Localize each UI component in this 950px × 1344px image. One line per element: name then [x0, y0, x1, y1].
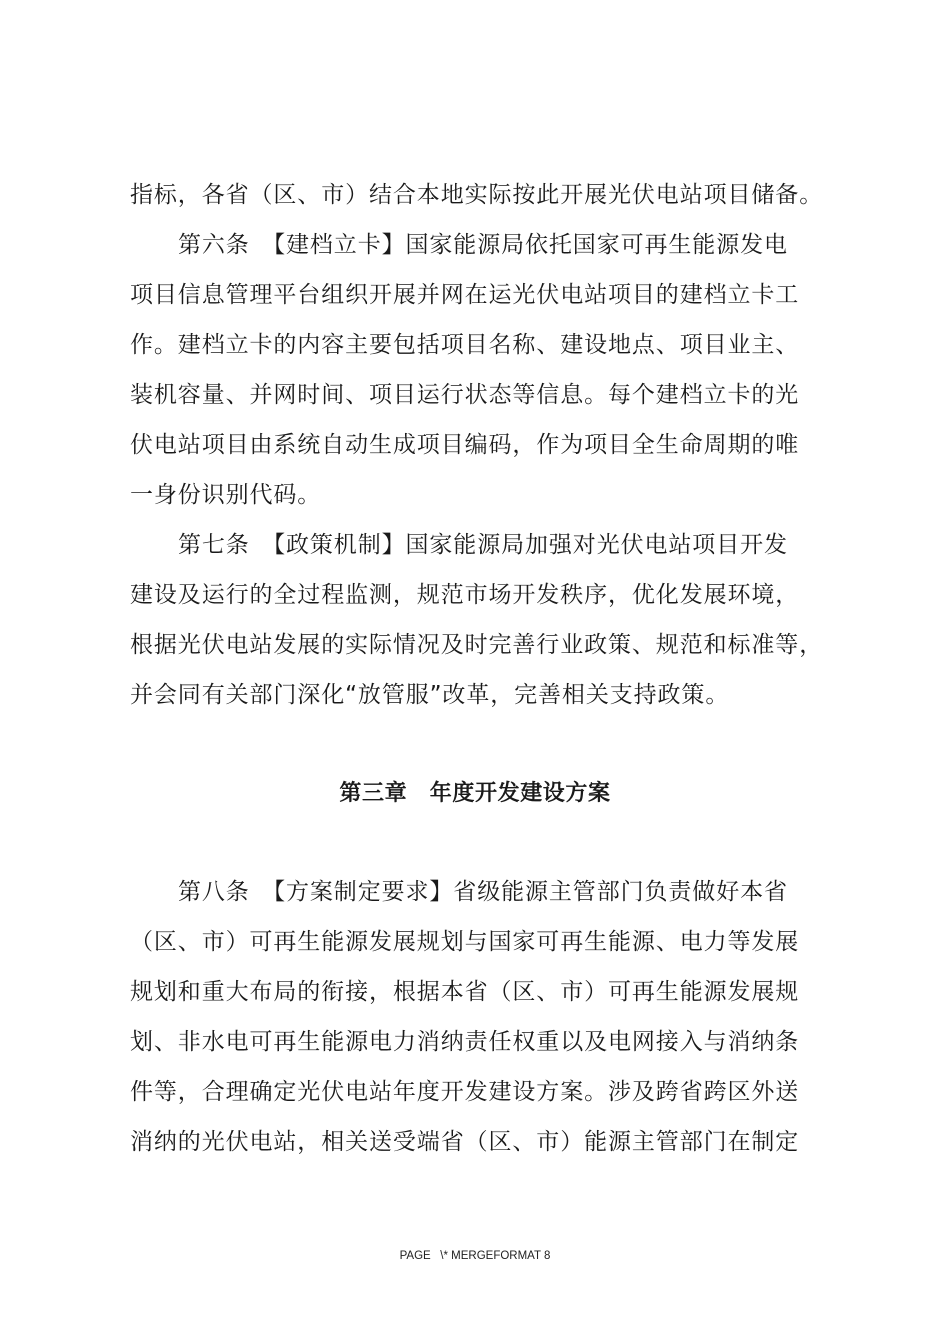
- text-line: 一身份识别代码。: [130, 482, 322, 508]
- chapter-heading: 第三章 年度开发建设方案: [339, 781, 611, 806]
- article-6-first-line: 第六条 【建档立卡】国家能源局依托国家可再生能源发电: [178, 232, 788, 258]
- article-7-first-line: 第七条 【政策机制】国家能源局加强对光伏电站项目开发: [178, 532, 788, 558]
- text-line: 装机容量、并网时间、项目运行状态等信息。每个建档立卡的光: [130, 382, 800, 408]
- text-line: （区、市）可再生能源发展规划与国家可再生能源、电力等发展: [130, 929, 800, 955]
- text-line: 规划和重大布局的衔接，根据本省（区、市）可再生能源发展规: [130, 979, 800, 1005]
- text-line: 并会同有关部门深化“放管服”改革，完善相关支持政策。: [130, 682, 730, 708]
- text-line: 作。建档立卡的内容主要包括项目名称、建设地点、项目业主、: [130, 332, 800, 358]
- text-line: 建设及运行的全过程监测，规范市场开发秩序，优化发展环境，: [130, 582, 800, 608]
- page-footer: PAGE \* MERGEFORMAT 8: [399, 1250, 551, 1262]
- article-8-first-line: 第八条 【方案制定要求】省级能源主管部门负责做好本省: [178, 879, 788, 905]
- text-line: 伏电站项目由系统自动生成项目编码，作为项目全生命周期的唯: [130, 432, 800, 458]
- text-line: 根据光伏电站发展的实际情况及时完善行业政策、规范和标准等，: [130, 632, 824, 658]
- text-line: 指标，各省（区、市）结合本地实际按此开展光伏电站项目储备。: [130, 182, 824, 208]
- text-line: 消纳的光伏电站，相关送受端省（区、市）能源主管部门在制定: [130, 1129, 800, 1155]
- text-line: 件等，合理确定光伏电站年度开发建设方案。涉及跨省跨区外送: [130, 1079, 800, 1105]
- text-line: 划、非水电可再生能源电力消纳责任权重以及电网接入与消纳条: [130, 1029, 800, 1055]
- text-line: 项目信息管理平台组织开展并网在运光伏电站项目的建档立卡工: [130, 282, 800, 308]
